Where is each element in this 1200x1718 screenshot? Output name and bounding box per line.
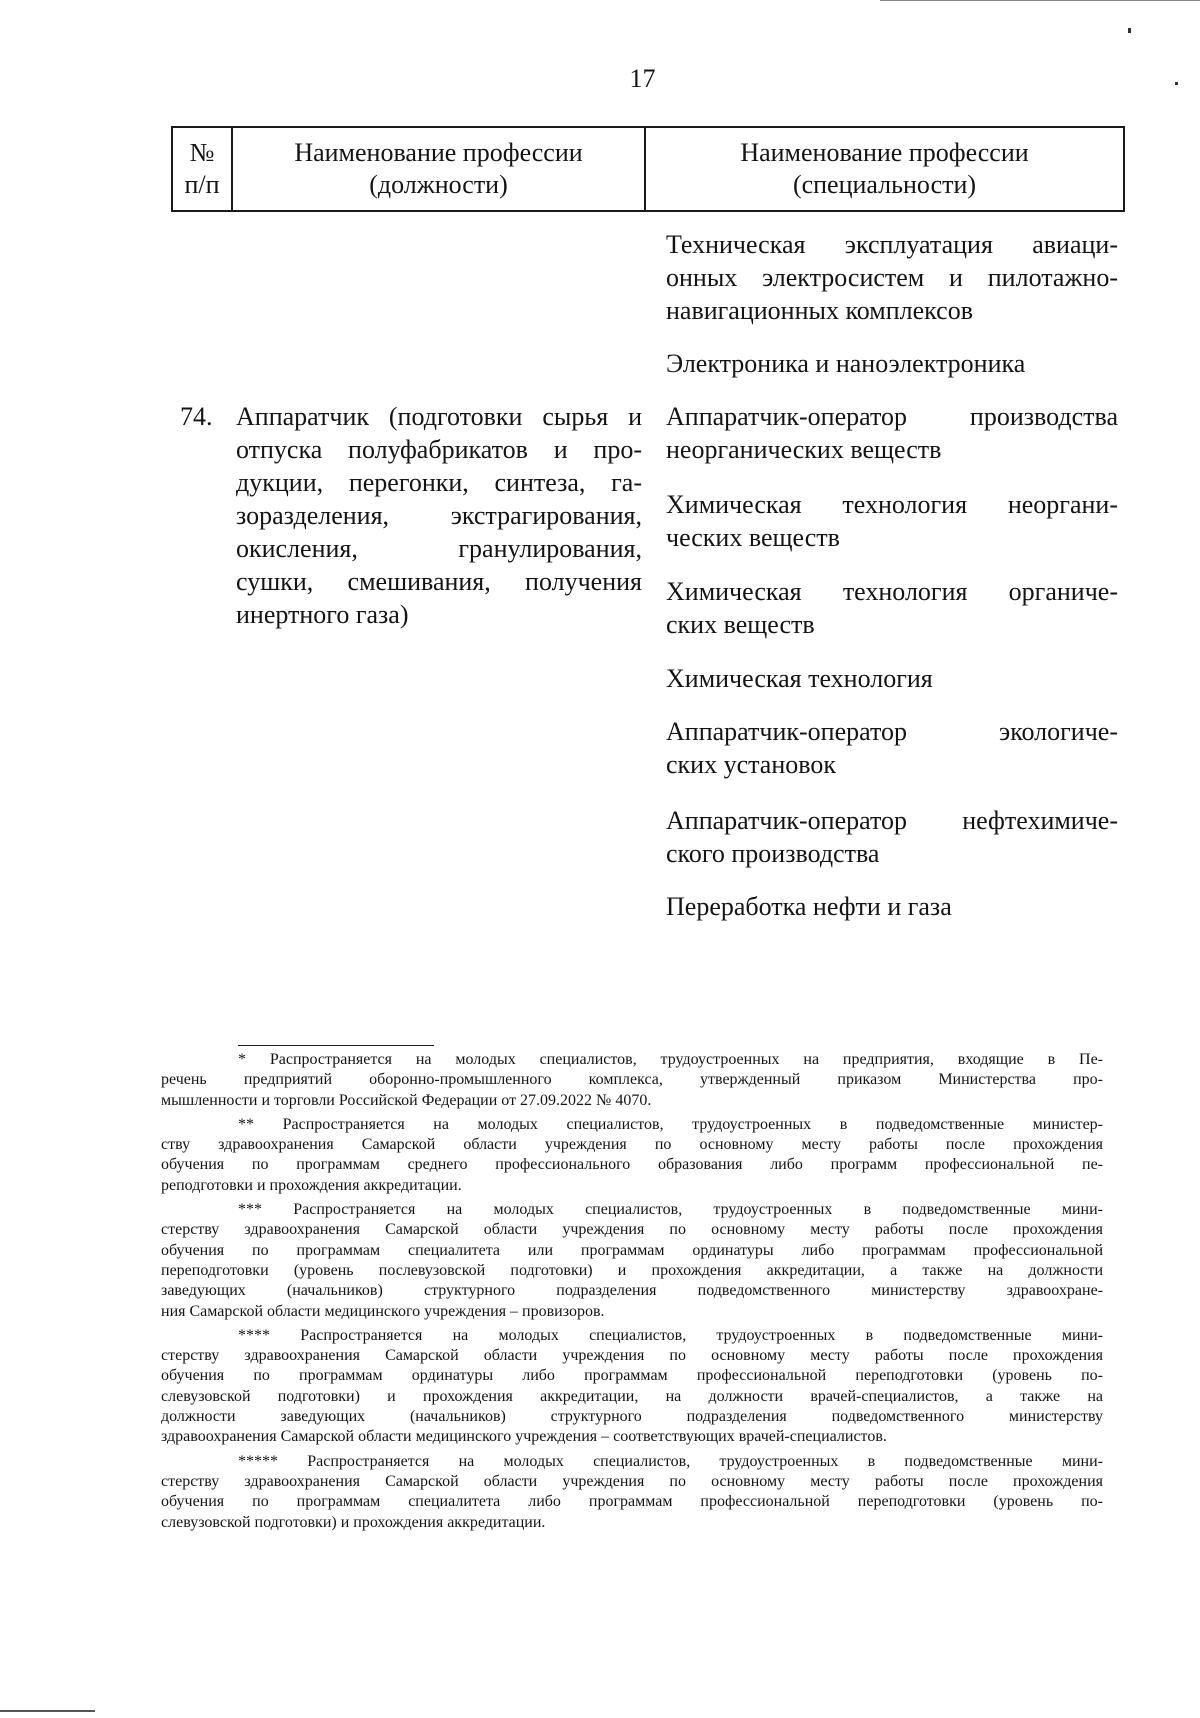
footnote-line: слевузовской подготовки) и прохождения аккредитации. xyxy=(161,1513,546,1531)
footnote-line: стерству здравоохранения Самарской области учреждения по основному месту работы после прохождения xyxy=(161,1472,1103,1490)
footnote-line: мышленности и торговли Российской Федерации от 27.09.2022 № 4070. xyxy=(161,1091,652,1109)
footnote xyxy=(161,1452,1103,1533)
position-line: инертного газа) xyxy=(236,600,409,629)
header-specialty-column xyxy=(646,128,1123,210)
footnote xyxy=(161,1200,1103,1322)
position-line: окисления, гранулирования, xyxy=(236,534,642,563)
specialty-line: Химическая технология xyxy=(666,664,933,693)
scan-artifact xyxy=(1175,82,1178,85)
specialty-line: Химическая технология органиче- xyxy=(666,577,1118,606)
position-line: сушки, смешивания, получения xyxy=(236,567,642,596)
specialty-line: ческих веществ xyxy=(666,523,840,552)
specialty-line: Аппаратчик-оператор экологиче- xyxy=(666,717,1118,746)
footnote-line: стерству здравоохранения Самарской области учреждения по основному месту работы после прохождения xyxy=(161,1221,1103,1239)
specialty-line: Химическая технология неоргани- xyxy=(666,490,1118,519)
specialty-line: ского производства xyxy=(666,839,880,868)
specialty-line: онных электросистем и пилотажно- xyxy=(666,263,1118,292)
specialty-item xyxy=(666,804,1118,870)
header-number-column xyxy=(173,128,233,210)
footnote-line: * Распространяется на молодых специалистов, трудоустроенных на предприятия, входящие в Пе- xyxy=(238,1051,1103,1068)
footnote-line: **** Распространяется на молодых специалистов, трудоустроенных в подведомственные мини- xyxy=(238,1326,1103,1344)
footnote xyxy=(161,1050,1103,1111)
specialty-line: Техническая эксплуатация авиаци- xyxy=(666,230,1118,259)
footnote-line: обучения по программам среднего профессионального образования либо программ профессиональной пе- xyxy=(161,1156,1103,1174)
header-position-column xyxy=(233,128,646,210)
position-line: зоразделения, экстрагирования, xyxy=(236,501,642,530)
header-number-line: п/п xyxy=(184,170,220,199)
header-specialty-line: Наименование профессии xyxy=(740,138,1029,167)
footnote-line: обучения по программам ординатуры либо программам профессиональной переподготовки (уровень по- xyxy=(161,1367,1103,1385)
position-line: Аппаратчик (подготовки сырья и xyxy=(236,402,642,431)
scan-artifact xyxy=(1128,28,1131,33)
footnote-line: ству здравоохранения Самарской области учреждения по основному месту работы после прохождения xyxy=(161,1136,1103,1154)
footnote-line: здравоохранения Самарской области медицинского учреждения – соответствующих врачей-специалистов. xyxy=(161,1428,887,1446)
footnote-line: слевузовской подготовки) и прохождения аккредитации, на должности врачей-специалистов, а также на xyxy=(161,1387,1103,1405)
specialty-item xyxy=(666,662,1118,695)
position-line: отпуска полуфабрикатов и про- xyxy=(236,435,642,464)
header-number-line: № xyxy=(189,138,215,167)
footnote xyxy=(161,1115,1103,1196)
specialty-item xyxy=(666,488,1118,554)
position-line: дукции, перегонки, синтеза, га- xyxy=(236,468,642,497)
header-position-line: Наименование профессии xyxy=(294,138,583,167)
scan-artifact xyxy=(880,0,1200,1)
specialty-line: ских веществ xyxy=(666,610,815,639)
specialty-line: Аппаратчик-оператор производства xyxy=(666,402,1118,431)
table-header xyxy=(171,126,1125,212)
page-number: 17 xyxy=(629,64,656,93)
specialty-item xyxy=(666,400,1118,466)
specialty-line: Переработка нефти и газа xyxy=(666,892,952,921)
header-position-line: (должности) xyxy=(369,170,508,199)
specialty-line: Электроника и наноэлектроника xyxy=(666,349,1026,378)
footnote-line: переподготовки (уровень послевузовской подготовки) и прохождения аккредитации, а также на должности xyxy=(161,1261,1103,1279)
row-number: 74. xyxy=(180,402,213,431)
footnote-line: стерству здравоохранения Самарской области учреждения по основному месту работы после прохождения xyxy=(161,1347,1103,1365)
footnote-separator xyxy=(238,1045,434,1046)
footnote-line: ния Самарской области медицинского учреждения – провизоров. xyxy=(161,1302,605,1320)
specialty-line: ских установок xyxy=(666,750,836,779)
specialty-line: навигационных комплексов xyxy=(666,296,973,325)
specialty-line: Аппаратчик-оператор нефтехимиче- xyxy=(666,806,1118,835)
footnote-line: обучения по программам специалитета или программам ординатуры либо программам профессиональной xyxy=(161,1241,1103,1259)
specialty-line: неорганических веществ xyxy=(666,435,942,464)
footnote-line: речень предприятий оборонно-промышленного комплекса, утвержденный приказом Министерства про- xyxy=(161,1071,1103,1089)
specialty-item xyxy=(666,347,1118,380)
position-name xyxy=(236,400,642,631)
footnote-line: ***** Распространяется на молодых специалистов, трудоустроенных в подведомственные мини- xyxy=(238,1452,1103,1470)
footnote xyxy=(161,1326,1103,1448)
specialty-item xyxy=(666,715,1118,781)
footnotes xyxy=(161,1050,1103,1537)
footnote-line: заведующих (начальников) структурного подразделения подведомственного министерству здравоохране- xyxy=(161,1282,1103,1300)
footnote-line: ** Распространяется на молодых специалистов, трудоустроенных в подведомственные министер- xyxy=(238,1115,1103,1133)
specialty-item xyxy=(666,890,1118,923)
specialty-item xyxy=(666,228,1118,327)
footnote-line: обучения по программам специалитета либо программам профессиональной переподготовки (уровень по- xyxy=(161,1493,1103,1511)
header-specialty-line: (специальности) xyxy=(792,170,977,199)
specialty-item xyxy=(666,575,1118,641)
footnote-line: *** Распространяется на молодых специалистов, трудоустроенных в подведомственные мини- xyxy=(238,1201,1103,1219)
scan-artifact xyxy=(0,1710,95,1712)
footnote-line: должности заведующих (начальников) структурного подразделения подведомственного министерству xyxy=(161,1408,1103,1426)
footnote-line: реподготовки и прохождения аккредитации. xyxy=(161,1176,462,1194)
